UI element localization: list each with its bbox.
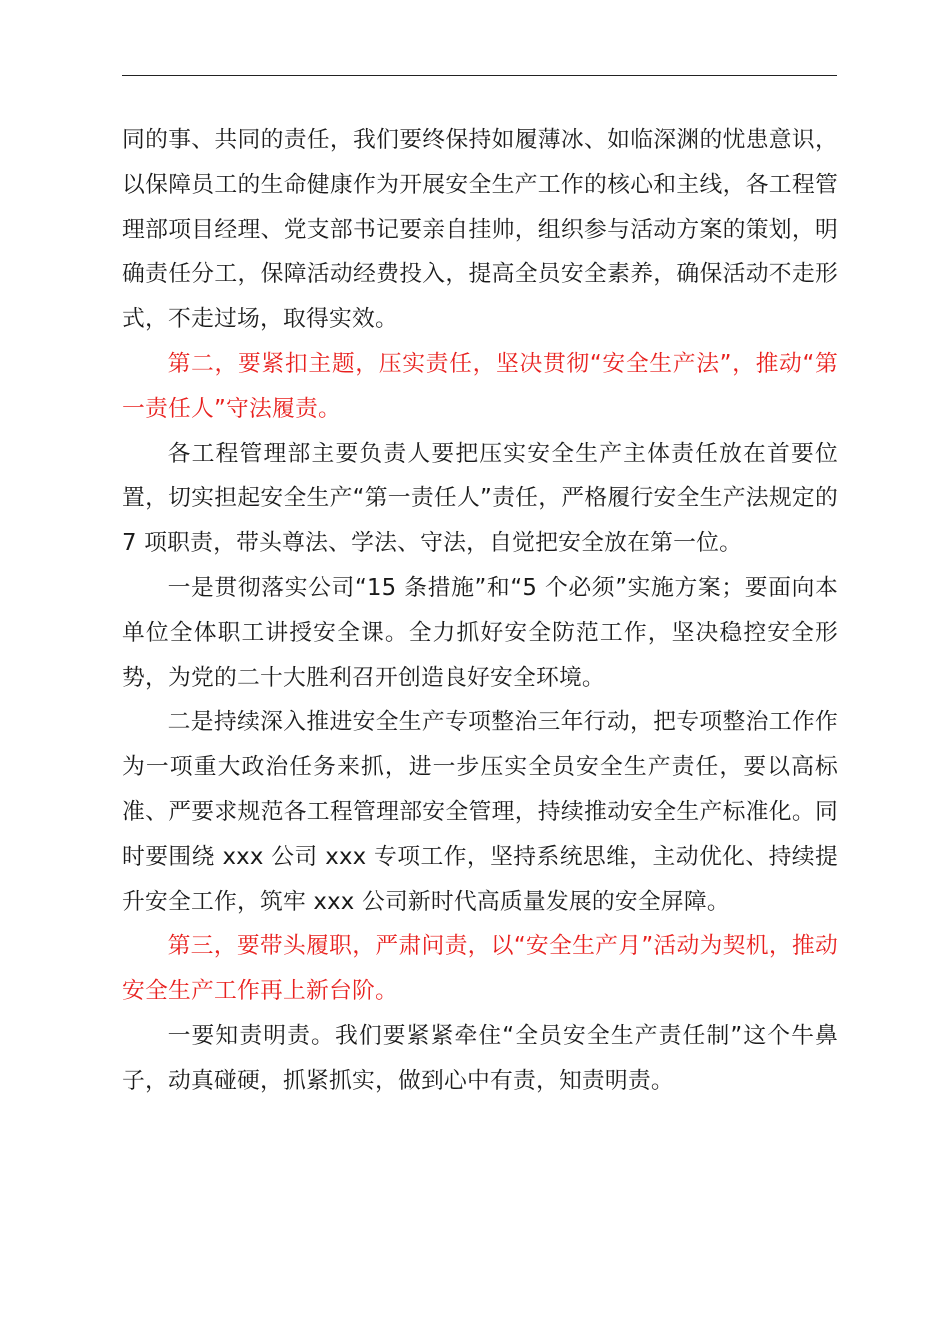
paragraph-point-one: 一是贯彻落实公司“15 条措施”和“5 个必须”实施方案；要面向本单位全体职工讲授安全课。全力抓好安全防范工作，坚决稳控安全形势，为党的二十大胜利召开创造良好安全环境。 [122,574,838,691]
document-body [122,118,838,1104]
paragraph-point-two: 二是持续深入推进安全生产专项整治三年行动，把专项整治工作作为一项重大政治任务来抓，进一步压实全员安全生产责任，要以高标准、严要求规范各工程管理部安全管理，持续推动安全生产标准化。同时要围绕 xxx 公司 xxx 专项工作，坚持系统思维，主动优化、持续提升安全工作，筑牢 xxx 公司新时代高质量发展的安全屏障。 [122,709,838,915]
paragraph-responsibility: 各工程管理部主要负责人要把压实安全生产主体责任放在首要位置，切实担起安全生产“第一责任人”责任，严格履行安全生产法规定的 7 项职责，带头尊法、学法、守法，自觉把安全放在第一位。 [122,440,838,557]
header-rule [122,75,837,76]
paragraph-know-responsibility: 一要知责明责。我们要紧紧牵住“全员安全生产责任制”这个牛鼻子，动真碰硬，抓紧抓实，做到心中有责，知责明责。 [122,1022,838,1094]
paragraph-continuation: 同的事、共同的责任，我们要终保持如履薄冰、如临深渊的忧患意识，以保障员工的生命健康作为开展安全生产工作的核心和主线，各工程管理部项目经理、党支部书记要亲自挂帅，组织参与活动方案的策划，明确责任分工，保障活动经费投入，提高全员安全素养，确保活动不走形式，不走过场，取得实效。 [122,127,838,333]
section-heading-third: 第三，要带头履职，严肃问责，以“安全生产月”活动为契机，推动安全生产工作再上新台阶。 [122,933,838,1005]
section-heading-second: 第二，要紧扣主题，压实责任，坚决贯彻“安全生产法”，推动“第一责任人”守法履责。 [122,350,838,422]
